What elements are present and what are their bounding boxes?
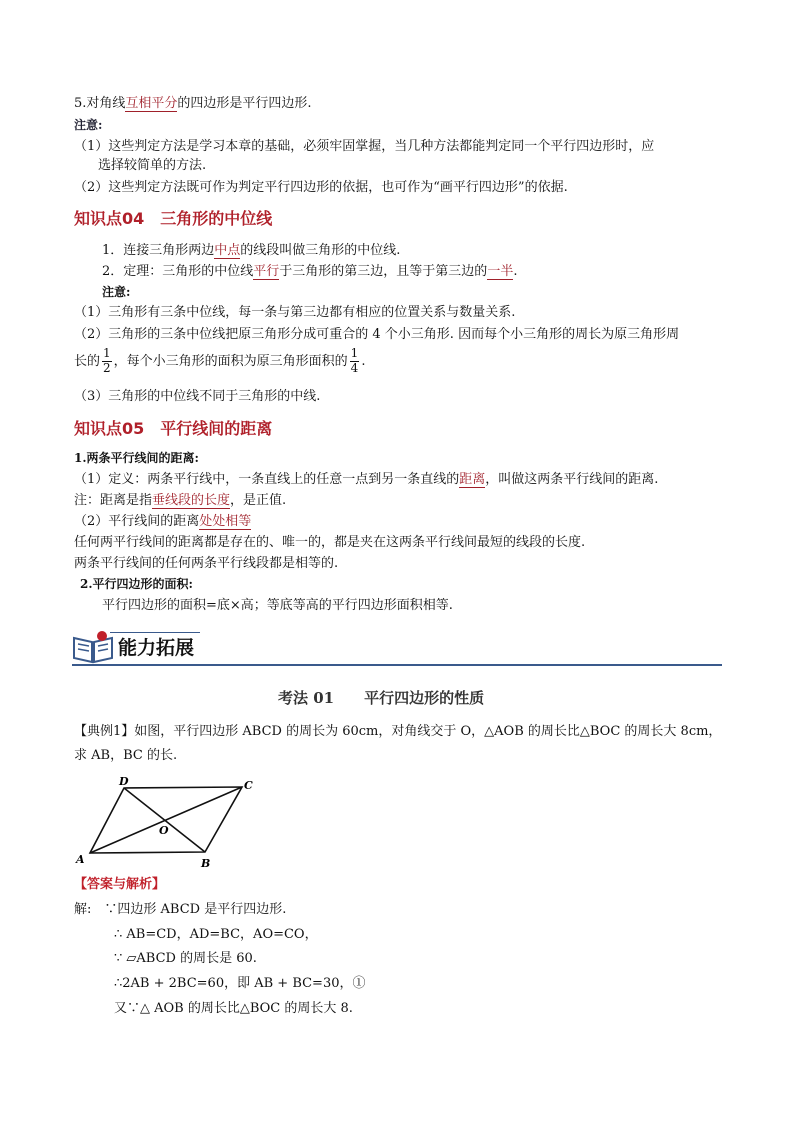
- kp4-n2b: 长的 $\frac{1}{2}$ ，每个小三角形的面积为原三角形面积的 $\frac{1}{4}$ .: [74, 346, 366, 375]
- example-line-2: 求 AB，BC 的长.: [74, 748, 178, 763]
- kp5-note: 注：距离是指垂线段的长度，是正值.: [74, 493, 287, 508]
- section-title: 能力拓展: [118, 637, 195, 659]
- kp5-d2: （2）平行线间的距离处处相等: [74, 514, 252, 529]
- label-D: D: [119, 775, 129, 788]
- label-B: B: [201, 857, 211, 870]
- answer-line-3: ∴2AB + 2BC=60，即 AB + BC=30，①: [114, 976, 366, 991]
- kp4-n3: （3）三角形的中位线不同于三角形的中线.: [74, 389, 321, 404]
- kp5-h1: 1.两条平行线间的距离:: [74, 451, 199, 465]
- label-A: A: [76, 853, 85, 866]
- fraction-quarter: $\frac{1}{4}$: [350, 346, 359, 375]
- answer-line-0: 解: ∵四边形 ABCD 是平行四边形.: [74, 902, 287, 917]
- label-O: O: [159, 824, 169, 837]
- answer-line-2: ∵ ▱ABCD 的周长是 60.: [114, 951, 257, 966]
- answer-title: 【答案与解析】: [74, 877, 166, 892]
- answer-line-1: ∴ AB=CD，AD=BC，AO=CO，: [114, 927, 318, 942]
- kp5-title: 知识点05 平行线间的距离: [74, 419, 273, 438]
- answer-line-4: 又∵△ AOB 的周长比△BOC 的周长大 8.: [114, 1001, 353, 1016]
- kp4-n1: （1）三角形有三条中位线，每一条与第三边都有相应的位置关系与数量关系.: [74, 305, 516, 320]
- book-icon: [72, 630, 114, 664]
- kp5-d4: 两条平行线间的任何两条平行线段都是相等的.: [74, 556, 339, 571]
- criterion-5: 5.对角线互相平分的四边形是平行四边形.: [74, 96, 312, 111]
- method-title: 考法 01 平行四边形的性质: [278, 689, 485, 707]
- label-C: C: [244, 779, 253, 792]
- note-2: （2）这些判定方法既可作为判定平行四边形的依据，也可作为“画平行四边形”的依据.: [74, 180, 568, 195]
- kp4-title: 知识点04 三角形的中位线: [74, 209, 273, 228]
- note-1: （1）这些判定方法是学习本章的基础，必须牢固掌握，当几种方法都能判定同一个平行四边形时，应: [74, 139, 655, 154]
- fraction-half: $\frac{1}{2}$: [103, 346, 111, 375]
- kp4-n2: （2）三角形的三条中位线把原三角形分成可重合的 4 个小三角形. 因而每个小三角形的周长为原三角形周: [74, 327, 680, 342]
- kp4-p1: 1．连接三角形两边中点的线段叫做三角形的中位线.: [102, 243, 401, 258]
- banner-top-rule: [110, 632, 200, 633]
- kp4-note-label: 注意:: [102, 285, 131, 299]
- example-line-1: 【典例1】如图，平行四边形 ABCD 的周长为 60cm，对角线交于 O，△AOB 的周长比△BOC 的周长大 8cm，: [74, 724, 722, 739]
- note-1b: 选择较简单的方法.: [98, 158, 207, 173]
- parallelogram-figure: [72, 775, 262, 870]
- kp5-d1: （1）定义：两条平行线中，一条直线上的任意一点到另一条直线的距离，叫做这两条平行线间的距离.: [74, 472, 659, 487]
- kp5-d5: 平行四边形的面积=底×高；等底等高的平行四边形面积相等.: [102, 598, 453, 613]
- kp4-p2: 2．定理：三角形的中位线平行于三角形的第三边，且等于第三边的一半.: [102, 264, 518, 279]
- banner-rule: [72, 664, 722, 666]
- note-label: 注意:: [74, 118, 103, 132]
- kp5-h2: 2.平行四边形的面积:: [80, 577, 193, 591]
- kp5-d3: 任何两平行线间的距离都是存在的、唯一的，都是夹在这两条平行线间最短的线段的长度.: [74, 535, 586, 550]
